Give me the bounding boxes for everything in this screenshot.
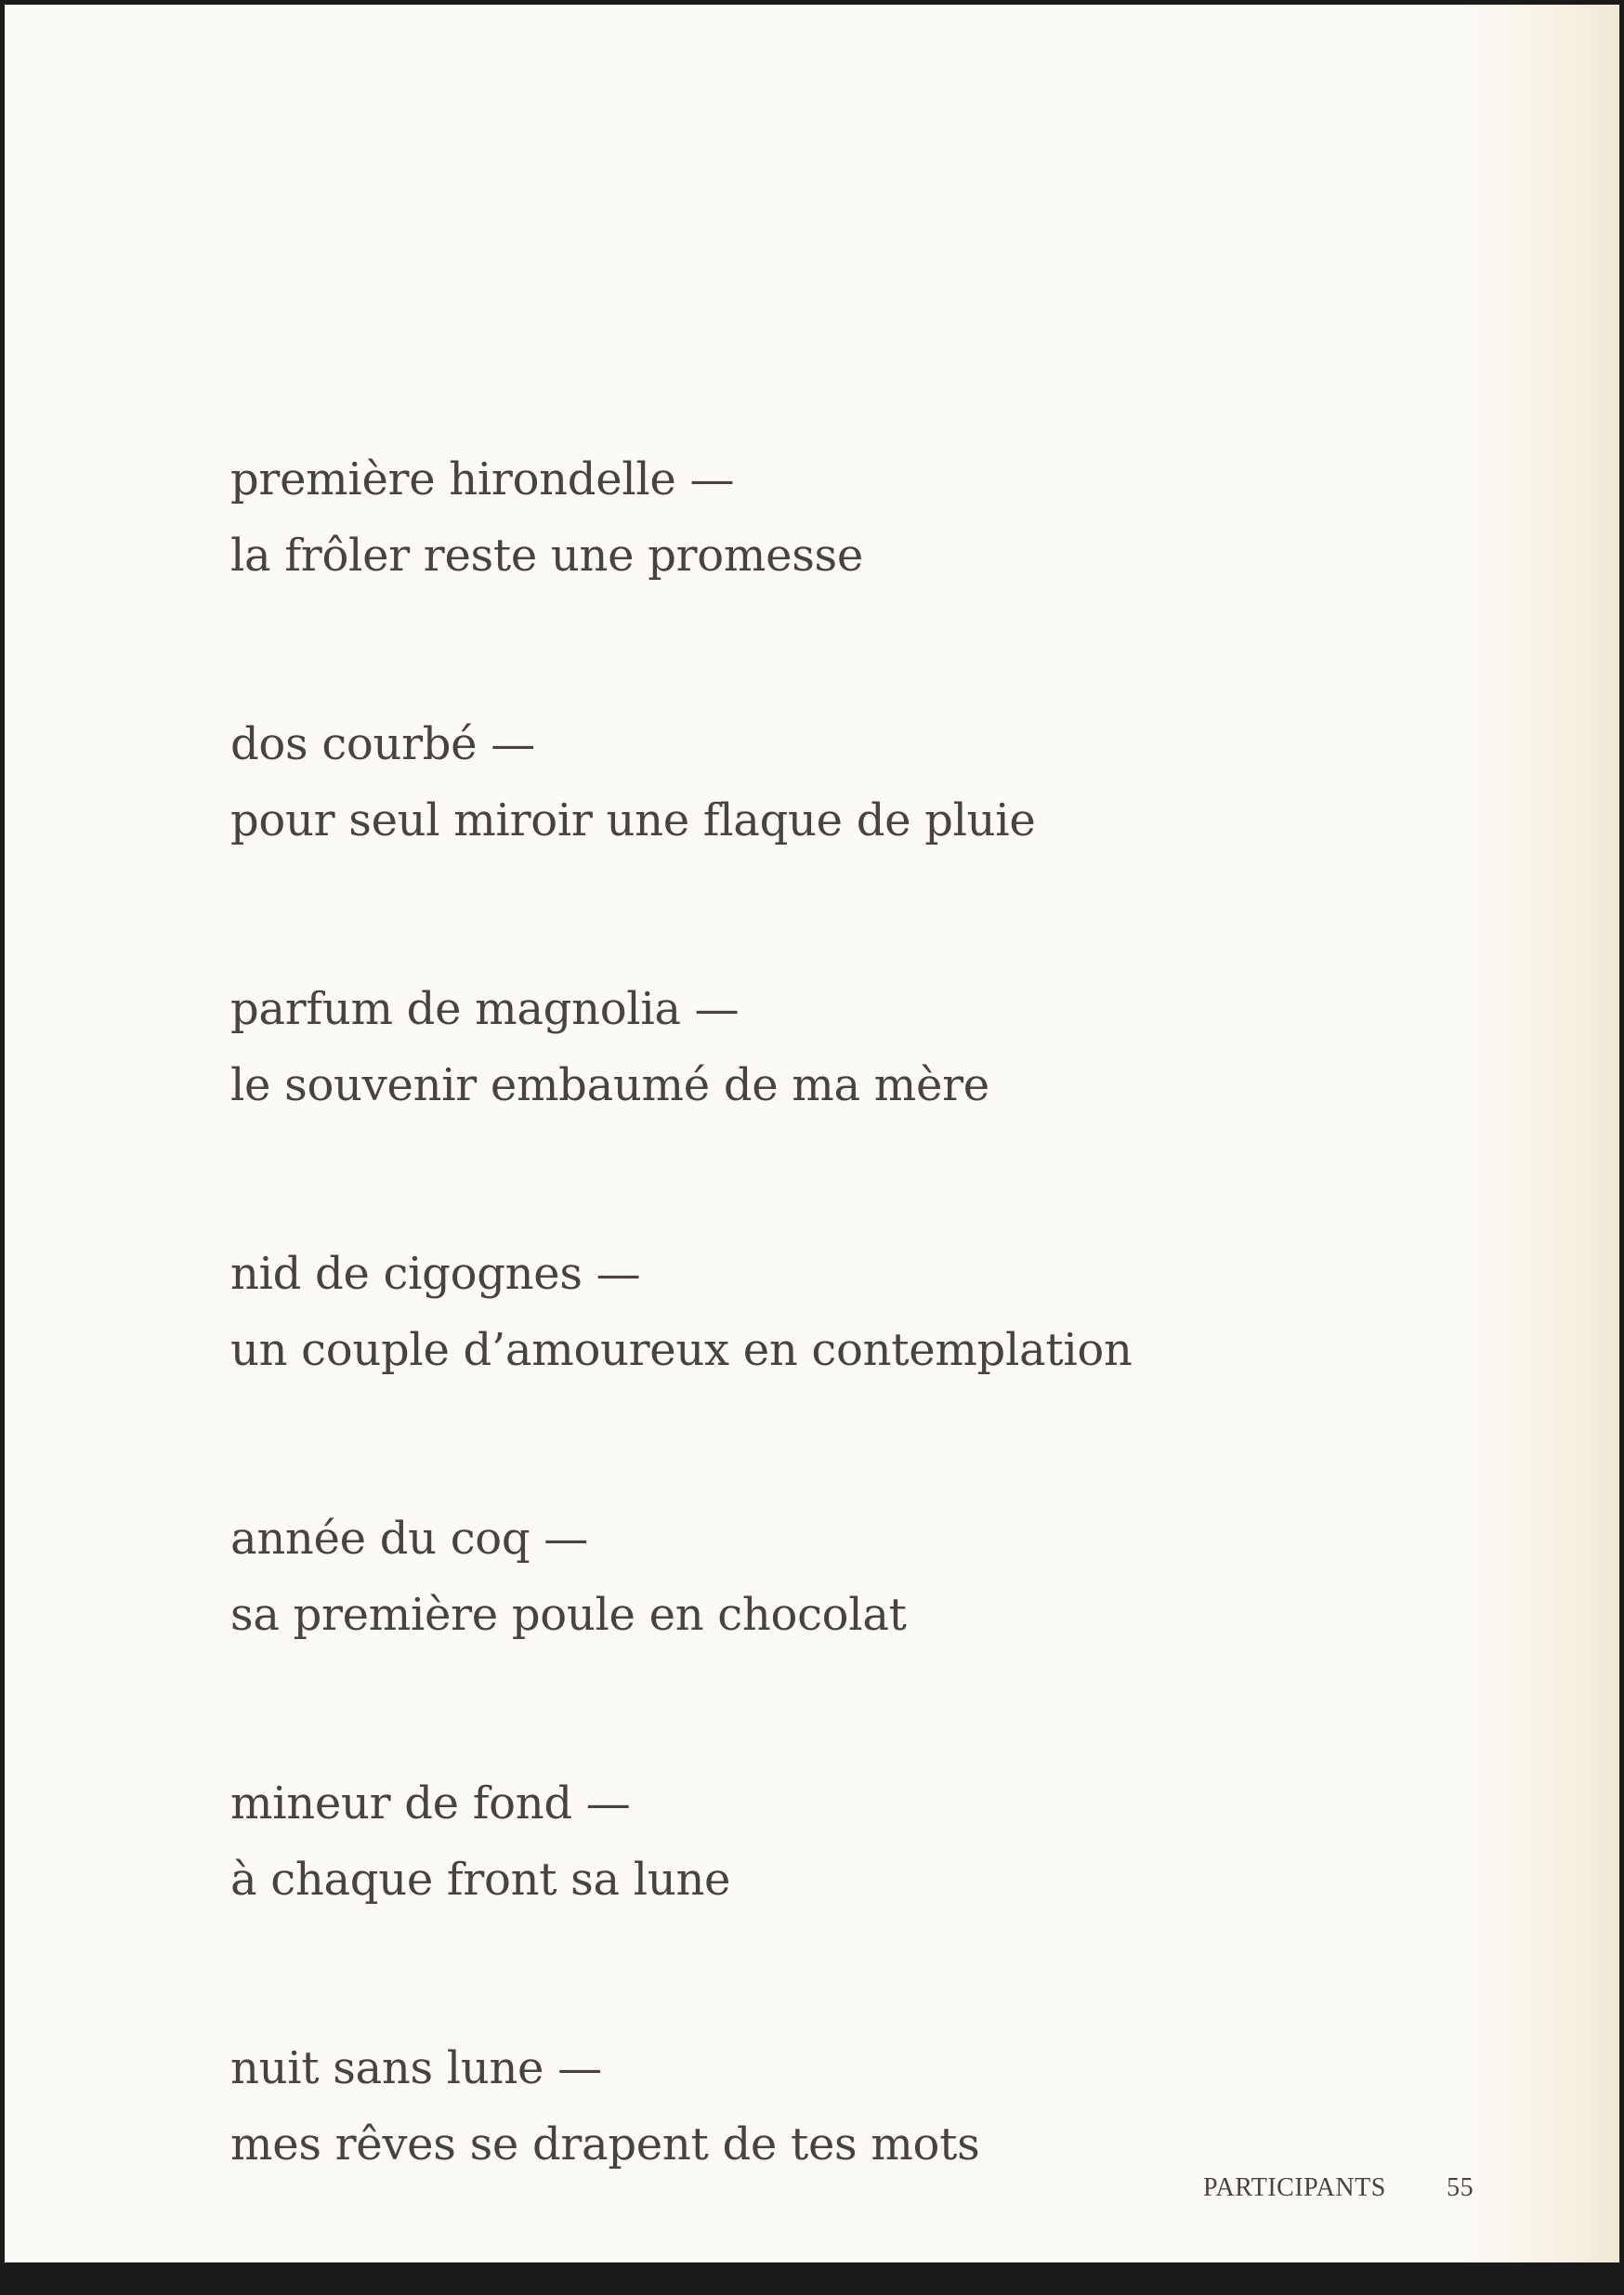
haiku-2 <box>230 706 1438 859</box>
haiku-5 <box>230 1501 1438 1653</box>
haiku-4 <box>230 1236 1438 1388</box>
haiku-line-1: année du coq — <box>230 1513 588 1565</box>
haiku-line-1: dos courbé — <box>230 718 535 770</box>
haiku-line-2: sa première poule en chocolat <box>230 1589 907 1641</box>
haiku-7 <box>230 2030 1438 2183</box>
haiku-line-2: la frôler reste une promesse <box>230 530 863 582</box>
haiku-line-1: première hirondelle — <box>230 453 735 505</box>
haiku-line-2: pour seul miroir une flaque de pluie <box>230 794 1036 846</box>
haiku-line-1: nuit sans lune — <box>230 2042 602 2094</box>
haiku-6 <box>230 1765 1438 1918</box>
haiku-line-2: à chaque front sa lune <box>230 1854 731 1906</box>
haiku-line-2: un couple d’amoureux en contemplation <box>230 1324 1133 1376</box>
page-footer <box>1203 2171 1473 2203</box>
haiku-1 <box>230 441 1438 594</box>
haiku-line-1: parfum de magnolia — <box>230 983 740 1035</box>
haiku-line-2: mes rêves se drapent de tes mots <box>230 2118 980 2170</box>
haiku-3 <box>230 971 1438 1123</box>
haiku-line-1: mineur de fond — <box>230 1777 631 1829</box>
book-page <box>5 5 1619 2262</box>
page-number: 55 <box>1447 2173 1474 2202</box>
haiku-line-2: le souvenir embaumé de ma mère <box>230 1059 989 1111</box>
haiku-line-1: nid de cigognes — <box>230 1248 641 1300</box>
haiku-list <box>230 441 1438 2295</box>
running-section-title: PARTICIPANTS <box>1203 2173 1386 2202</box>
